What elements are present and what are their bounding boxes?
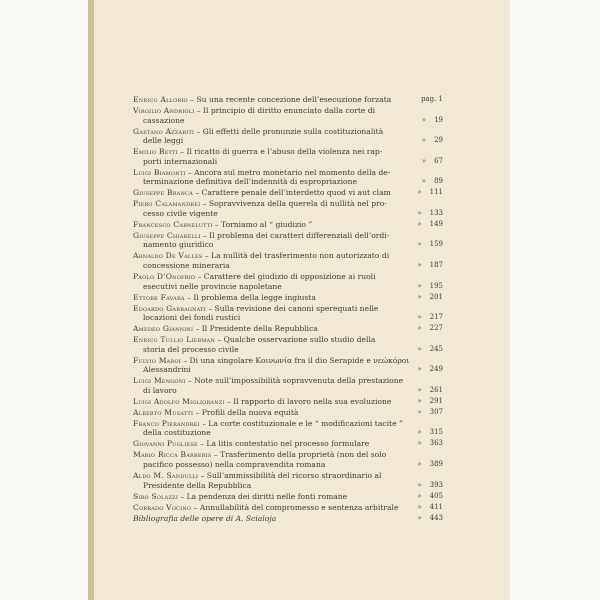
toc-author: Virgilio Andrioli xyxy=(133,105,195,115)
page-value: 111 xyxy=(429,188,443,197)
toc-title: – Trasferimento della proprietà (non del solo xyxy=(211,450,387,460)
toc-author: Amedeo Giannini xyxy=(133,324,194,334)
toc-title: – Il problema dei caratteri differenziali dell’ordi- xyxy=(200,230,390,240)
page-value: 67 xyxy=(434,156,443,165)
toc-title: – Carattere penale dell’interdetto quod vi aut clam xyxy=(192,188,391,198)
page-number xyxy=(417,209,443,219)
toc-title-cont: Alessandrini xyxy=(143,365,191,375)
toc-title-cont: storia del processo civile xyxy=(143,344,239,354)
page-number xyxy=(417,460,443,470)
toc-line xyxy=(133,304,443,314)
table-of-contents xyxy=(133,95,443,525)
leader-dot: » xyxy=(417,385,422,394)
toc-author: Siro Solazzi xyxy=(133,491,179,501)
page-value: 411 xyxy=(429,502,443,511)
toc-author: Gaetano Azzariti xyxy=(133,126,195,136)
toc-line xyxy=(133,313,443,323)
toc-entry xyxy=(133,272,443,291)
toc-line xyxy=(133,177,443,187)
page-value: 1 xyxy=(438,95,443,103)
toc-title: – Il problema della legge ingiusta xyxy=(184,292,316,302)
toc-title: – La corte costituzionale e le “ modificazioni tacite ” xyxy=(199,418,403,428)
page-number xyxy=(422,157,443,167)
toc-title: – Il principio di diritto enunciato dalla corte di xyxy=(194,105,376,115)
toc-entry xyxy=(133,503,443,513)
leader-dot: » xyxy=(417,396,422,405)
toc-title-cont: Presidente della Repubblica xyxy=(143,480,252,490)
toc-line xyxy=(133,261,443,271)
page-value: 195 xyxy=(429,281,443,290)
toc-line xyxy=(133,136,443,146)
toc-entry xyxy=(133,471,443,490)
page-value: 245 xyxy=(429,344,443,353)
toc-title-cont: della costituzione xyxy=(143,428,211,438)
page-number xyxy=(417,313,443,323)
toc-entry xyxy=(133,231,443,250)
toc-line xyxy=(133,188,443,198)
page-value: 201 xyxy=(429,292,443,301)
toc-title: – Il Presidente della Repubblica xyxy=(193,324,318,334)
page-value: 187 xyxy=(429,261,443,270)
toc-title: – Carattere del giudizio di opposizione ai ruoli xyxy=(195,272,376,281)
toc-entry xyxy=(133,220,443,230)
toc-author: Francesco Carnelutti xyxy=(133,219,213,229)
toc-line xyxy=(133,356,443,366)
bibliography-title: Bibliografia delle opere di A. Scialoja xyxy=(133,514,277,524)
toc-bibliography xyxy=(133,514,443,524)
leader-dot: » xyxy=(417,292,422,301)
page-number xyxy=(417,324,443,334)
leader-dot: » xyxy=(417,313,422,322)
toc-line xyxy=(133,428,443,438)
toc-line xyxy=(133,199,443,209)
toc-title-cont: cesso civile vigente xyxy=(143,208,218,218)
toc-title-cont: terminazione definitiva dell’indennità di espropriazione xyxy=(143,177,357,187)
toc-author: Alberto Musatti xyxy=(133,407,194,417)
leader-dot: » xyxy=(417,428,422,437)
leader-dot: » xyxy=(417,208,422,217)
toc-line xyxy=(133,240,443,250)
toc-author: Mario Ricca Barberis xyxy=(133,450,212,460)
leader-dot: » xyxy=(417,281,422,290)
page-number xyxy=(422,136,443,146)
toc-title: – Note sull’impossibilità sopravvenuta della prestazione xyxy=(185,376,404,386)
toc-title-cont: cassazione xyxy=(143,115,185,125)
toc-line xyxy=(133,514,443,524)
toc-line xyxy=(133,157,443,167)
toc-entry xyxy=(133,168,443,187)
toc-line xyxy=(133,251,443,261)
page-value: 29 xyxy=(434,136,443,145)
page-number xyxy=(417,514,443,524)
page-value: 389 xyxy=(429,459,443,468)
toc-entry xyxy=(133,397,443,407)
toc-entry xyxy=(133,324,443,334)
toc-line xyxy=(133,95,443,105)
page-value: 149 xyxy=(429,219,443,228)
toc-author: Franco Pierandrei xyxy=(133,418,200,428)
toc-line xyxy=(133,376,443,386)
toc-author: Luigi Mengoni xyxy=(133,376,186,386)
toc-title: – Torniamo al “ giudizio ” xyxy=(212,219,313,229)
leader-dot: » xyxy=(417,439,422,448)
page-number xyxy=(422,177,443,187)
toc-title-cont: esecutivi nelle provincie napoletane xyxy=(143,281,282,291)
leader-dot: » xyxy=(417,188,422,197)
leader-dot: » xyxy=(421,156,427,165)
toc-entry xyxy=(133,95,443,105)
toc-title: – Il ricatto di guerra e l’abuso della violenza nei rap- xyxy=(177,147,383,157)
page-number xyxy=(417,428,443,438)
toc-entry xyxy=(133,492,443,502)
toc-author: Giuseppe Chiarelli xyxy=(133,230,201,240)
toc-line xyxy=(133,293,443,303)
toc-entry xyxy=(133,106,443,125)
page-number xyxy=(417,345,443,355)
toc-title-cont: pacifico possesso) nella compravendita romana xyxy=(143,459,326,469)
toc-entry xyxy=(133,199,443,218)
page-prefix: pag. xyxy=(420,95,439,103)
toc-line xyxy=(133,503,443,513)
page-value: 159 xyxy=(429,240,443,249)
toc-entry xyxy=(133,147,443,166)
toc-entry xyxy=(133,293,443,303)
toc-line xyxy=(133,408,443,418)
page-number xyxy=(417,240,443,250)
toc-line xyxy=(133,471,443,481)
page-number xyxy=(417,481,443,491)
toc-title: – Su una recente concezione dell’esecuzione forzata xyxy=(187,95,392,104)
toc-title: – La litis contestatio nel processo formulare xyxy=(197,439,370,449)
toc-title: – Profili della nuova equità xyxy=(193,407,299,417)
toc-title: – Qualche osservazione sullo studio della xyxy=(215,335,376,345)
page-value: 363 xyxy=(429,439,443,448)
leader-dot: » xyxy=(417,459,422,468)
toc-title: – La pendenza dei diritti nelle fonti romane xyxy=(178,491,348,501)
toc-title-cont: di lavoro xyxy=(143,385,177,395)
toc-author: Piero Calamandrei xyxy=(133,199,201,209)
page-number xyxy=(417,293,443,303)
toc-author: Fulvio Maroi xyxy=(133,355,181,365)
page-value: 249 xyxy=(429,365,443,374)
toc-line xyxy=(133,168,443,178)
toc-author: Giuseppe Branca xyxy=(133,188,193,198)
toc-title: – La nullità del trasferimento non autorizzato di xyxy=(202,251,390,261)
toc-title: – Annullabilità del compromesso e sentenza arbitrale xyxy=(191,502,399,512)
page-number xyxy=(417,220,443,230)
toc-author: Enrico Tullio Liebman xyxy=(133,335,216,345)
page-value: 307 xyxy=(429,407,443,416)
toc-author: Corrado Vocino xyxy=(133,502,192,512)
toc-line xyxy=(133,209,443,219)
page-number xyxy=(417,397,443,407)
toc-author: Luigi Biamonti xyxy=(133,167,186,177)
page-number xyxy=(421,95,443,105)
page-value: 227 xyxy=(429,324,443,333)
page-number xyxy=(422,116,443,126)
page-number xyxy=(417,282,443,292)
toc-entry xyxy=(133,251,443,270)
toc-author: Edoardo Garbagnati xyxy=(133,303,206,313)
page-number xyxy=(417,261,443,271)
page-number xyxy=(417,188,443,198)
page-value: 217 xyxy=(429,313,443,322)
toc-line xyxy=(133,345,443,355)
toc-line xyxy=(133,439,443,449)
toc-author: Emilio Betti xyxy=(133,147,178,157)
leader-dot: » xyxy=(421,136,427,145)
toc-line xyxy=(133,460,443,470)
leader-dot: » xyxy=(417,240,422,249)
leader-dot: » xyxy=(417,344,422,353)
toc-entry xyxy=(133,450,443,469)
toc-line xyxy=(133,450,443,460)
toc-author: Enrico Allorio xyxy=(133,95,188,104)
page-value: 393 xyxy=(429,480,443,489)
toc-title-cont: locazioni dei fondi rustici xyxy=(143,313,241,323)
toc-author: Arnaldo De Valles xyxy=(133,251,203,261)
toc-author: Giovanni Pugliese xyxy=(133,439,198,449)
toc-entry xyxy=(133,439,443,449)
toc-line xyxy=(133,231,443,241)
toc-line xyxy=(133,106,443,116)
leader-dot: » xyxy=(417,514,422,523)
toc-title: – Sull’ammissibilità del ricorso straordinario al xyxy=(198,470,382,480)
toc-line xyxy=(133,419,443,429)
leader-dot: » xyxy=(421,115,427,124)
page-value: 405 xyxy=(429,491,443,500)
page-value: 291 xyxy=(429,396,443,405)
toc-title: – Sopravvivenza della querela di nullità nel pro- xyxy=(200,199,387,209)
page-number xyxy=(417,365,443,375)
toc-line xyxy=(133,481,443,491)
page-value: 133 xyxy=(429,208,443,217)
toc-entry xyxy=(133,356,443,375)
leader-dot: » xyxy=(417,407,422,416)
leader-dot: » xyxy=(417,502,422,511)
toc-title: – Di una singolare Κοινωνία fra il dio Serapide e νεώκόροι xyxy=(180,355,410,365)
page-number xyxy=(417,492,443,502)
toc-author: Aldo M. Sandulli xyxy=(133,470,199,480)
toc-entry xyxy=(133,408,443,418)
toc-line xyxy=(133,272,443,282)
toc-entry xyxy=(133,127,443,146)
page-value: 315 xyxy=(429,428,443,437)
leader-dot: » xyxy=(421,177,427,186)
leader-dot: » xyxy=(417,480,422,489)
toc-line xyxy=(133,397,443,407)
toc-author: Luigi Adolfo Miglioranzi xyxy=(133,396,225,406)
page-number xyxy=(417,386,443,396)
toc-line xyxy=(133,365,443,375)
toc-title-cont: delle leggi xyxy=(143,136,184,146)
toc-line xyxy=(133,220,443,230)
toc-line xyxy=(133,335,443,345)
leader-dot: » xyxy=(417,261,422,270)
leader-dot: » xyxy=(417,324,422,333)
toc-entry xyxy=(133,188,443,198)
page-number xyxy=(417,408,443,418)
toc-entry xyxy=(133,304,443,323)
page-number xyxy=(417,439,443,449)
toc-title: – Sulla revisione dei canoni sperequati nelle xyxy=(205,303,379,313)
page-value: 261 xyxy=(429,385,443,394)
toc-entry xyxy=(133,376,443,395)
toc-entry xyxy=(133,335,443,354)
toc-title: – Gli effetti delle pronunzie sulla costituzionalità xyxy=(194,126,384,136)
page-value: 19 xyxy=(434,115,443,124)
toc-entry xyxy=(133,419,443,438)
toc-title: – Ancora sul metro monetario nel momento della de- xyxy=(185,167,391,177)
toc-line xyxy=(133,282,443,292)
toc-title-cont: concessione mineraria xyxy=(143,261,230,271)
toc-line xyxy=(133,127,443,137)
page-number xyxy=(417,503,443,513)
leader-dot: » xyxy=(417,219,422,228)
toc-author: Ettore Favara xyxy=(133,292,185,302)
toc-line xyxy=(133,492,443,502)
leader-dot: » xyxy=(417,491,422,500)
leader-dot: » xyxy=(417,365,422,374)
toc-line xyxy=(133,324,443,334)
page-value: 89 xyxy=(434,177,443,186)
toc-line xyxy=(133,386,443,396)
toc-title-cont: namento giuridico xyxy=(143,240,214,250)
toc-title-cont: porti internazionali xyxy=(143,156,218,166)
toc-line xyxy=(133,116,443,126)
toc-author: Paolo D’Onofrio xyxy=(133,272,196,281)
toc-title: – Il rapporto di lavoro nella sua evoluzione xyxy=(224,396,392,406)
toc-line xyxy=(133,147,443,157)
page-value: 443 xyxy=(429,514,443,523)
